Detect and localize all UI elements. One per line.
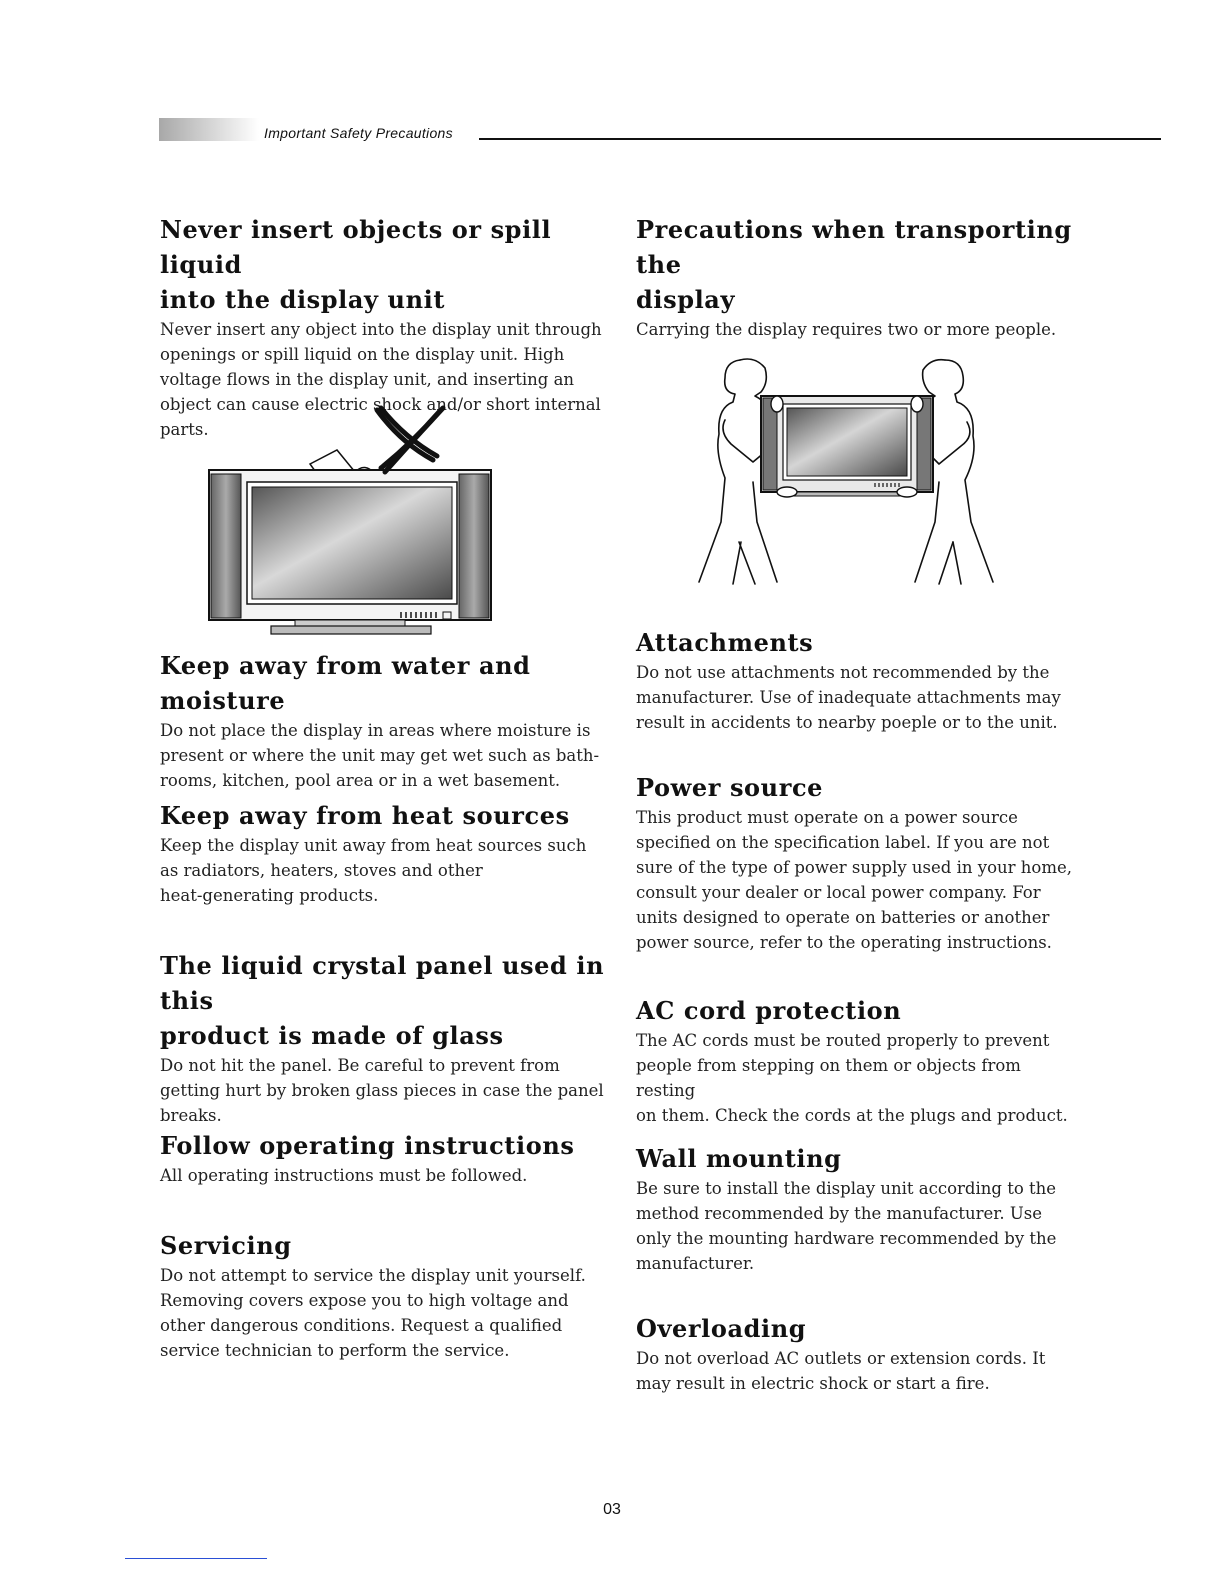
section-body: All operating instructions must be followed. [160,1166,528,1185]
section-body: Be sure to install the display unit according to the method recommended by the manufacturer. Use only the mounting hardware recommended by the manufacturer. [636,1179,1057,1273]
footer-line [125,1558,267,1559]
section-body: This product must operate on a power source specified on the specification label. If you are not sure of the type of power supply used in your home, consult your dealer or local power company. For units designed to operate on batteries or another power source, refer to the operating instructions. [636,808,1072,952]
section-body: The AC cords must be routed properly to prevent people from stepping on them or objects from resting on them. Check the cords at the plugs and product. [636,1031,1068,1125]
section-body: Do not attempt to service the display unit yourself. Removing covers expose you to high voltage and other dangerous conditions. Request a qualified service technician to perform the service. [160,1266,586,1360]
section-heading: Never insert objects or spill liquid into the display unit [160,215,552,314]
section-lcd-glass [160,948,610,1128]
header-gradient-bar [159,118,259,141]
section-heading: Power source [636,773,824,802]
section-wall-mounting [636,1141,1081,1276]
section-heading: The liquid crystal panel used in this product is made of glass [160,951,605,1050]
section-servicing [160,1228,610,1363]
section-body: Keep the display unit away from heat sources such as radiators, heaters, stoves and other heat-generating products. [160,836,587,905]
section-body: Do not overload AC outlets or extension cords. It may result in electric shock or start a fire. [636,1349,1046,1393]
section-heading: Keep away from water and moisture [160,651,531,715]
section-heading: Attachments [636,628,814,657]
crossed-out-tv-illustration [205,402,495,642]
section-follow-instructions [160,1128,610,1188]
two-people-carrying-tv-illustration [695,352,1000,588]
section-body: Do not hit the panel. Be careful to prevent from getting hurt by broken glass pieces in case the panel breaks. [160,1056,604,1125]
section-heading: Keep away from heat sources [160,801,570,830]
header-title: Important Safety Precautions [264,125,453,141]
page-number: 03 [603,1501,621,1518]
section-body: Do not use attachments not recommended by the manufacturer. Use of inadequate attachments may result in accidents to nearby poeple or to the unit. [636,663,1061,732]
section-heading: Servicing [160,1231,292,1260]
section-transporting [636,212,1081,342]
section-ac-cord [636,993,1081,1128]
header-rule [479,138,1161,140]
section-power-source [636,770,1081,955]
section-body: Do not place the display in areas where moisture is present or where the unit may get wet such as bath- rooms, kitchen, pool area or in a wet basement. [160,721,600,790]
section-heading: Overloading [636,1314,807,1343]
section-heading: Precautions when transporting the display [636,215,1072,314]
section-overloading [636,1311,1081,1396]
section-heading: Follow operating instructions [160,1131,575,1160]
section-body: Never insert any object into the display unit through openings or spill liquid on the display unit. High voltage flows in the display unit, and inserting an object can cause electric shock and/or short internal parts. [160,320,602,439]
section-heading: AC cord protection [636,996,902,1025]
section-body: Carrying the display requires two or more people. [636,320,1057,339]
section-attachments [636,625,1081,735]
section-keep-away-heat [160,798,610,908]
section-keep-away-water [160,648,610,793]
section-heading: Wall mounting [636,1144,842,1173]
